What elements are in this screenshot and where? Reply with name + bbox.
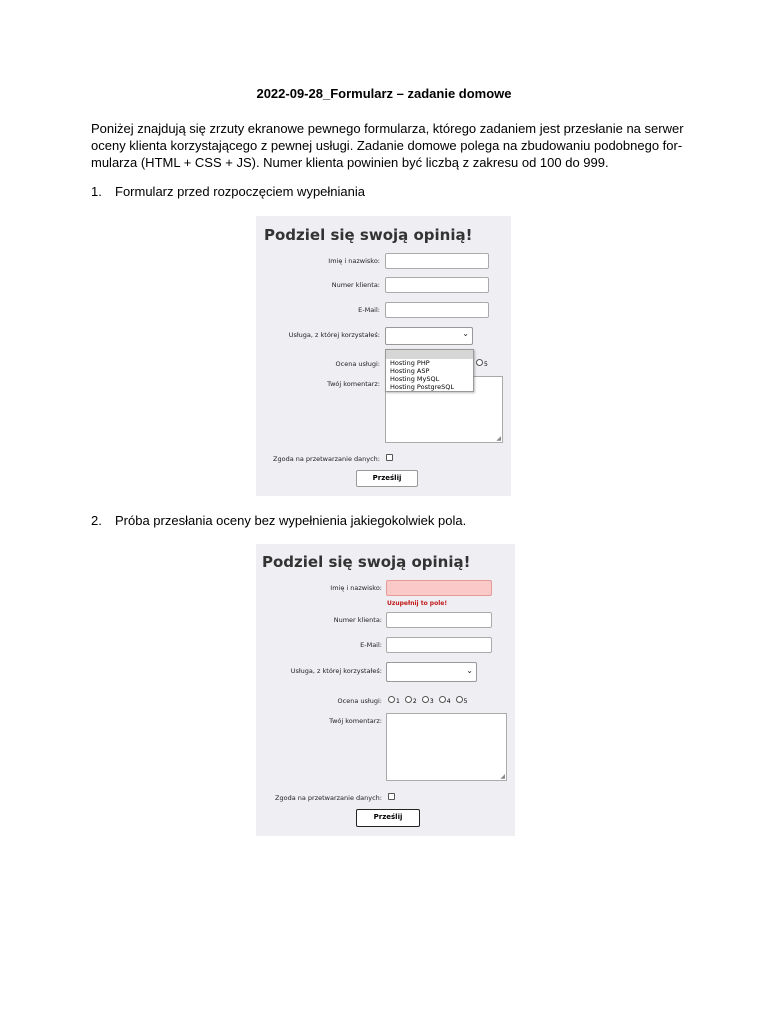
label-rating: Ocena usługi: — [337, 697, 382, 705]
form-screenshot-before — [256, 216, 511, 496]
rating-radio-5[interactable] — [456, 695, 468, 705]
label-service: Usługa, z której korzystałeś: — [290, 667, 382, 675]
intro-line: mularza (HTML + CSS + JS). Numer klienta powinien być liczbą z zakresu od 100 do 999. — [91, 155, 609, 170]
document-title: 2022-09-28_Formularz – zadanie domowe — [256, 86, 512, 101]
rating-radio-group — [388, 695, 470, 705]
client-number-input[interactable] — [385, 277, 489, 293]
submit-button[interactable]: Prześlij — [356, 809, 420, 827]
dropdown-empty-option[interactable] — [386, 350, 473, 359]
radio-circle — [439, 696, 446, 703]
label-comment: Twój komentarz: — [327, 380, 380, 388]
rating-radio-2[interactable] — [405, 695, 417, 705]
dropdown-option[interactable]: Hosting ASP — [390, 367, 430, 375]
dropdown-option[interactable]: Hosting MySQL — [390, 375, 440, 383]
client-number-input[interactable] — [386, 612, 492, 628]
service-dropdown-list — [385, 349, 474, 392]
name-input-error[interactable] — [386, 580, 492, 596]
list-number: 1. — [91, 184, 102, 199]
intro-line: Poniżej znajdują się zrzuty ekranowe pewnego formularza, którego zadaniem jest przesłanie na serwer — [91, 121, 684, 136]
rating-radio-1[interactable] — [388, 695, 400, 705]
list-item-2 — [91, 513, 466, 528]
rating-radio-5[interactable] — [476, 358, 488, 368]
label-email: E-Mail: — [360, 641, 382, 649]
rating-value-label: 4 — [446, 698, 451, 705]
label-client-number: Numer klienta: — [331, 281, 380, 289]
label-rating: Ocena usługi: — [335, 360, 380, 368]
chevron-down-icon: ⌄ — [466, 666, 473, 675]
label-email: E-Mail: — [358, 306, 380, 314]
rating-value-label: 5 — [484, 361, 488, 368]
list-text: Formularz przed rozpoczęciem wypełniania — [115, 184, 365, 199]
rating-radio-3[interactable] — [422, 695, 434, 705]
rating-value-label: 1 — [396, 698, 400, 705]
list-number: 2. — [91, 513, 102, 528]
intro-paragraph — [91, 120, 691, 171]
dropdown-option[interactable]: Hosting PHP — [390, 359, 430, 367]
consent-checkbox[interactable] — [388, 793, 395, 800]
list-item-1 — [91, 184, 365, 199]
radio-circle — [405, 696, 412, 703]
name-input[interactable] — [385, 253, 489, 269]
service-select[interactable] — [385, 327, 473, 345]
resize-grip-icon[interactable]: ◢ — [500, 773, 505, 780]
label-name: Imię i nazwisko: — [328, 257, 380, 265]
label-comment: Twój komentarz: — [329, 717, 382, 725]
label-client-number: Numer klienta: — [333, 616, 382, 624]
intro-line: oceny klienta korzystającego z pewnej usługi. Zadanie domowe polega na zbudowaniu podobnego for- — [91, 138, 683, 153]
rating-radio-group — [476, 358, 491, 368]
email-input[interactable] — [386, 637, 492, 653]
service-select[interactable] — [386, 662, 477, 682]
dropdown-option[interactable]: Hosting PostgreSQL — [390, 383, 455, 391]
rating-value-label: 3 — [429, 698, 434, 705]
label-name: Imię i nazwisko: — [330, 584, 382, 592]
email-input[interactable] — [385, 302, 489, 318]
consent-checkbox[interactable] — [386, 454, 393, 461]
radio-circle — [422, 696, 429, 703]
rating-radio-4[interactable] — [439, 695, 451, 705]
label-consent: Zgoda na przetwarzanie danych: — [275, 794, 382, 802]
radio-circle — [388, 696, 395, 703]
error-message: Uzupełnij to pole! — [387, 600, 448, 607]
label-consent: Zgoda na przetwarzanie danych: — [273, 455, 380, 463]
form-heading: Podziel się swoją opinią! — [264, 226, 473, 244]
form-heading: Podziel się swoją opinią! — [262, 553, 471, 571]
radio-circle — [476, 359, 483, 366]
radio-circle — [456, 696, 463, 703]
list-text: Próba przesłania oceny bez wypełnienia jakiegokolwiek pola. — [115, 513, 467, 528]
label-service: Usługa, z której korzystałeś: — [288, 331, 380, 339]
rating-value-label: 5 — [463, 698, 468, 705]
resize-grip-icon[interactable]: ◢ — [496, 435, 501, 442]
submit-button[interactable]: Prześlij — [356, 470, 418, 487]
form-screenshot-validation — [256, 544, 515, 836]
comment-textarea[interactable] — [386, 713, 507, 781]
chevron-down-icon: ⌄ — [462, 329, 469, 338]
rating-value-label: 2 — [412, 698, 417, 705]
